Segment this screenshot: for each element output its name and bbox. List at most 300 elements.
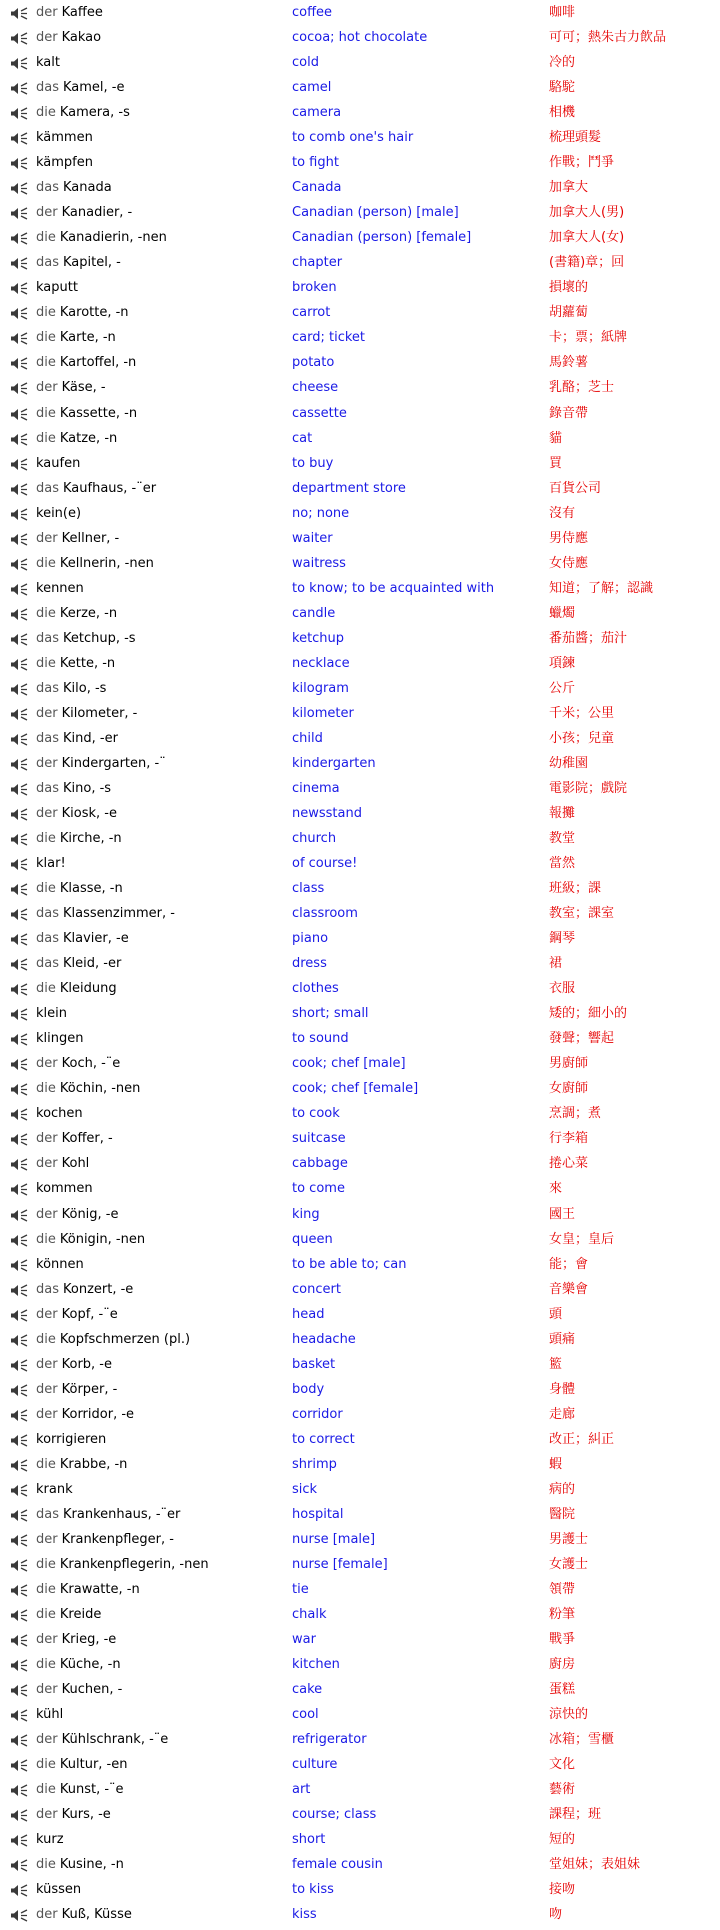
word: korrigieren xyxy=(36,1431,107,1447)
speaker-icon[interactable] xyxy=(10,608,28,621)
chinese-translation: 頭 xyxy=(549,1306,563,1322)
speaker-icon[interactable] xyxy=(10,808,28,821)
vocab-row xyxy=(0,804,720,829)
english-translation: headache xyxy=(292,1331,356,1347)
word: Koch, -¨e xyxy=(61,1056,121,1072)
chinese-translation: 能；會 xyxy=(549,1256,589,1272)
speaker-icon[interactable] xyxy=(10,1784,28,1797)
vocab-row xyxy=(0,1104,720,1129)
speaker-icon[interactable] xyxy=(10,658,28,671)
english-translation: nurse [female] xyxy=(292,1556,388,1572)
speaker-icon[interactable] xyxy=(10,408,28,421)
speaker-icon[interactable] xyxy=(10,433,28,446)
chinese-translation: 錄音帶 xyxy=(549,405,589,421)
word: klingen xyxy=(36,1031,84,1047)
speaker-icon[interactable] xyxy=(10,533,28,546)
german-word xyxy=(36,1705,63,1724)
german-word xyxy=(36,1430,106,1449)
speaker-icon[interactable] xyxy=(10,1209,28,1222)
speaker-icon[interactable] xyxy=(10,1133,28,1146)
chinese-translation: 馬鈴薯 xyxy=(549,355,589,371)
chinese-translation: 課程；班 xyxy=(549,1807,602,1823)
article: die xyxy=(36,1231,56,1247)
chinese-translation: 可可；熱朱古力飲品 xyxy=(549,30,667,46)
speaker-icon[interactable] xyxy=(10,933,28,946)
chinese-translation: 藝術 xyxy=(549,1782,576,1798)
chinese-translation: 裙 xyxy=(549,956,563,972)
article: der xyxy=(36,1406,58,1422)
article: der xyxy=(36,1732,58,1748)
german-word xyxy=(36,704,137,723)
chinese-translation: 知道；了解；認識 xyxy=(549,580,654,596)
word: Ketchup, -s xyxy=(63,630,136,646)
vocab-row xyxy=(0,1405,720,1430)
english-translation: concert xyxy=(292,1281,341,1297)
word: kochen xyxy=(36,1106,83,1122)
speaker-icon[interactable] xyxy=(10,382,28,395)
speaker-icon[interactable] xyxy=(10,82,28,95)
english-translation: cassette xyxy=(292,405,347,421)
chinese-translation: 蛋糕 xyxy=(549,1682,576,1698)
german-word xyxy=(36,253,121,272)
english-translation: department store xyxy=(292,480,406,496)
vocab-row xyxy=(0,178,720,203)
vocab-row xyxy=(0,1455,720,1480)
article: das xyxy=(36,80,59,96)
article: die xyxy=(36,605,56,621)
word: Kellner, - xyxy=(61,530,120,546)
word: Katze, -n xyxy=(59,430,118,446)
german-word xyxy=(36,454,80,473)
article: der xyxy=(36,1156,58,1172)
vocab-row xyxy=(0,1280,720,1305)
speaker-icon[interactable] xyxy=(10,1108,28,1121)
speaker-icon[interactable] xyxy=(10,1359,28,1372)
word: Kapitel, - xyxy=(63,255,121,271)
chinese-translation: 幼稚園 xyxy=(549,755,589,771)
chinese-translation: 女護士 xyxy=(549,1556,589,1572)
chinese-translation: 改正；糾正 xyxy=(549,1431,615,1447)
english-translation: kilogram xyxy=(292,680,349,696)
speaker-icon[interactable] xyxy=(10,307,28,320)
english-translation: church xyxy=(292,831,337,847)
speaker-icon[interactable] xyxy=(10,758,28,771)
speaker-icon[interactable] xyxy=(10,107,28,120)
speaker-icon[interactable] xyxy=(10,958,28,971)
word: Kanadier, - xyxy=(61,205,133,221)
speaker-icon[interactable] xyxy=(10,858,28,871)
speaker-icon[interactable] xyxy=(10,458,28,471)
vocab-row xyxy=(0,729,720,754)
speaker-icon[interactable] xyxy=(10,7,28,20)
article: der xyxy=(36,1056,58,1072)
speaker-icon[interactable] xyxy=(10,1484,28,1497)
word: Krawatte, -n xyxy=(59,1581,140,1597)
english-translation: classroom xyxy=(292,906,358,922)
german-word xyxy=(36,3,103,22)
vocab-row xyxy=(0,1530,720,1555)
german-word xyxy=(36,303,129,322)
speaker-icon[interactable] xyxy=(10,57,28,70)
article: die xyxy=(36,430,56,446)
word: Kino, -s xyxy=(63,780,112,796)
speaker-icon[interactable] xyxy=(10,1158,28,1171)
word: Klassenzimmer, - xyxy=(63,906,175,922)
word: Kleidung xyxy=(59,981,117,997)
speaker-icon[interactable] xyxy=(10,257,28,270)
speaker-icon[interactable] xyxy=(10,1609,28,1622)
vocab-row xyxy=(0,1780,720,1805)
speaker-icon[interactable] xyxy=(10,1008,28,1021)
english-translation: to buy xyxy=(292,455,334,471)
vocab-row xyxy=(0,1029,720,1054)
german-word xyxy=(36,1730,168,1749)
english-translation: Canadian (person) [female] xyxy=(292,230,472,246)
word: Kultur, -en xyxy=(59,1757,128,1773)
speaker-icon[interactable] xyxy=(10,1509,28,1522)
chinese-translation: 沒有 xyxy=(549,505,576,521)
word: Kamel, -e xyxy=(63,80,125,96)
word: Käse, - xyxy=(61,380,106,396)
article: das xyxy=(36,906,59,922)
german-word xyxy=(36,1755,127,1774)
german-word xyxy=(36,1029,83,1048)
german-word xyxy=(36,203,132,222)
chinese-translation: 教堂 xyxy=(549,831,576,847)
speaker-icon[interactable] xyxy=(10,883,28,896)
english-translation: corridor xyxy=(292,1406,343,1422)
article: die xyxy=(36,305,56,321)
article: die xyxy=(36,1081,56,1097)
word: kühl xyxy=(36,1707,64,1723)
word: Krankenhaus, -¨er xyxy=(63,1506,181,1522)
speaker-icon[interactable] xyxy=(10,1709,28,1722)
chinese-translation: 電影院；戲院 xyxy=(549,780,628,796)
article: der xyxy=(36,1907,58,1923)
german-word xyxy=(36,1630,116,1649)
word: klar! xyxy=(36,856,66,872)
german-word xyxy=(36,1580,140,1599)
speaker-icon[interactable] xyxy=(10,1083,28,1096)
vocab-row xyxy=(0,1705,720,1730)
speaker-icon[interactable] xyxy=(10,708,28,721)
word: Konzert, -e xyxy=(63,1281,134,1297)
word: Kette, -n xyxy=(59,655,116,671)
speaker-icon[interactable] xyxy=(10,783,28,796)
article: der xyxy=(36,1306,58,1322)
article: die xyxy=(36,1556,56,1572)
chinese-translation: (書籍)章；回 xyxy=(549,255,625,271)
german-word xyxy=(36,1380,117,1399)
word: kalt xyxy=(36,55,60,71)
chinese-translation: 胡蘿蔔 xyxy=(549,305,589,321)
word: Kusine, -n xyxy=(59,1857,124,1873)
vocab-row xyxy=(0,1480,720,1505)
german-word xyxy=(36,1280,133,1299)
chinese-translation: 身體 xyxy=(549,1381,576,1397)
german-word xyxy=(36,1480,73,1499)
chinese-translation: 番茄醬；茄汁 xyxy=(549,630,628,646)
speaker-icon[interactable] xyxy=(10,908,28,921)
english-translation: cool xyxy=(292,1707,319,1723)
word: Kartoffel, -n xyxy=(59,355,137,371)
german-word xyxy=(36,1154,89,1173)
german-word xyxy=(36,979,117,998)
article: die xyxy=(36,981,56,997)
german-word xyxy=(36,504,81,523)
article: der xyxy=(36,1381,58,1397)
word: kein(e) xyxy=(36,505,82,521)
speaker-icon[interactable] xyxy=(10,583,28,596)
vocab-row xyxy=(0,328,720,353)
speaker-icon[interactable] xyxy=(10,1409,28,1422)
german-word xyxy=(36,1330,190,1349)
english-translation: cheese xyxy=(292,380,339,396)
speaker-icon[interactable] xyxy=(10,1834,28,1847)
speaker-icon[interactable] xyxy=(10,182,28,195)
vocab-row xyxy=(0,1630,720,1655)
article: der xyxy=(36,1682,58,1698)
english-translation: cook; chef [female] xyxy=(292,1081,419,1097)
english-translation: cocoa; hot chocolate xyxy=(292,30,428,46)
english-translation: piano xyxy=(292,931,329,947)
german-word xyxy=(36,854,66,873)
chinese-translation: 貓 xyxy=(549,430,563,446)
chinese-translation: 作戰；鬥爭 xyxy=(549,155,615,171)
chinese-translation: 領帶 xyxy=(549,1581,576,1597)
speaker-icon[interactable] xyxy=(10,1534,28,1547)
vocab-row xyxy=(0,1154,720,1179)
speaker-icon[interactable] xyxy=(10,1459,28,1472)
english-translation: waitress xyxy=(292,555,346,571)
german-word xyxy=(36,28,101,47)
english-translation: camera xyxy=(292,105,342,121)
vocab-row xyxy=(0,1655,720,1680)
word: krank xyxy=(36,1481,73,1497)
article: die xyxy=(36,1657,56,1673)
speaker-icon[interactable] xyxy=(10,983,28,996)
english-translation: short xyxy=(292,1832,326,1848)
english-translation: cat xyxy=(292,430,313,446)
chinese-translation: 戰爭 xyxy=(549,1632,576,1648)
german-word xyxy=(36,1805,111,1824)
german-word xyxy=(36,604,117,623)
speaker-icon[interactable] xyxy=(10,1659,28,1672)
english-translation: to fight xyxy=(292,155,339,171)
speaker-icon[interactable] xyxy=(10,1734,28,1747)
vocab-row xyxy=(0,1830,720,1855)
article: der xyxy=(36,1206,58,1222)
word: Kunst, -¨e xyxy=(59,1782,124,1798)
word: Korridor, -e xyxy=(61,1406,135,1422)
word: Königin, -nen xyxy=(59,1231,146,1247)
german-word xyxy=(36,929,129,948)
chinese-translation: 吻 xyxy=(549,1907,563,1923)
german-word xyxy=(36,1104,83,1123)
vocab-row xyxy=(0,854,720,879)
speaker-icon[interactable] xyxy=(10,357,28,370)
vocab-row xyxy=(0,1330,720,1355)
english-translation: to kiss xyxy=(292,1882,334,1898)
word: Kurs, -e xyxy=(61,1807,111,1823)
german-word xyxy=(36,754,166,773)
vocab-row xyxy=(0,929,720,954)
vocab-row xyxy=(0,228,720,253)
vocab-row xyxy=(0,1580,720,1605)
german-word xyxy=(36,1455,127,1474)
article: der xyxy=(36,5,58,20)
speaker-icon[interactable] xyxy=(10,1384,28,1397)
vocab-row xyxy=(0,53,720,78)
vocab-row xyxy=(0,504,720,529)
english-translation: short; small xyxy=(292,1006,369,1022)
word: Krieg, -e xyxy=(61,1632,117,1648)
english-translation: camel xyxy=(292,80,332,96)
german-word xyxy=(36,1205,119,1224)
german-word xyxy=(36,904,175,923)
chinese-translation: 梳理頭髮 xyxy=(549,130,602,146)
english-translation: candle xyxy=(292,605,336,621)
vocab-row xyxy=(0,429,720,454)
english-translation: no; none xyxy=(292,505,350,521)
speaker-icon[interactable] xyxy=(10,1259,28,1272)
speaker-icon[interactable] xyxy=(10,833,28,846)
article: die xyxy=(36,1857,56,1873)
speaker-icon[interactable] xyxy=(10,1183,28,1196)
speaker-icon[interactable] xyxy=(10,633,28,646)
article: der xyxy=(36,530,58,546)
speaker-icon[interactable] xyxy=(10,1309,28,1322)
german-word xyxy=(36,1305,118,1324)
vocab-row xyxy=(0,1880,720,1905)
speaker-icon[interactable] xyxy=(10,1759,28,1772)
word: Kopfschmerzen (pl.) xyxy=(59,1331,191,1347)
german-word xyxy=(36,954,121,973)
speaker-icon[interactable] xyxy=(10,1284,28,1297)
word: Kühlschrank, -¨e xyxy=(61,1732,169,1748)
speaker-icon[interactable] xyxy=(10,1559,28,1572)
word: Kanada xyxy=(63,180,112,196)
article: der xyxy=(36,1356,58,1372)
speaker-icon[interactable] xyxy=(10,508,28,521)
chinese-translation: 男廚師 xyxy=(549,1056,589,1072)
speaker-icon[interactable] xyxy=(10,1909,28,1922)
speaker-icon[interactable] xyxy=(10,1859,28,1872)
speaker-icon[interactable] xyxy=(10,1334,28,1347)
german-word xyxy=(36,1004,67,1023)
english-translation: course; class xyxy=(292,1807,377,1823)
article: das xyxy=(36,1281,59,1297)
article: die xyxy=(36,1757,56,1773)
word: Korb, -e xyxy=(61,1356,112,1372)
english-translation: clothes xyxy=(292,981,339,997)
speaker-icon[interactable] xyxy=(10,1033,28,1046)
speaker-icon[interactable] xyxy=(10,232,28,245)
speaker-icon[interactable] xyxy=(10,332,28,345)
english-translation: cinema xyxy=(292,780,340,796)
speaker-icon[interactable] xyxy=(10,132,28,145)
vocab-row xyxy=(0,479,720,504)
german-word xyxy=(36,804,117,823)
speaker-icon[interactable] xyxy=(10,1234,28,1247)
article: der xyxy=(36,755,58,771)
speaker-icon[interactable] xyxy=(10,733,28,746)
word: Krabbe, -n xyxy=(59,1456,128,1472)
vocab-row xyxy=(0,1230,720,1255)
chinese-translation: 報攤 xyxy=(549,806,576,821)
word: Krankenpfleger, - xyxy=(61,1531,174,1547)
word: Klasse, -n xyxy=(59,881,123,897)
speaker-icon[interactable] xyxy=(10,1434,28,1447)
chinese-translation: 男侍應 xyxy=(549,530,589,546)
speaker-icon[interactable] xyxy=(10,558,28,571)
speaker-icon[interactable] xyxy=(10,207,28,220)
vocab-row xyxy=(0,1355,720,1380)
speaker-icon[interactable] xyxy=(10,157,28,170)
chinese-translation: 千米；公里 xyxy=(549,705,615,721)
vocab-row xyxy=(0,253,720,278)
english-translation: kilometer xyxy=(292,705,354,721)
german-word xyxy=(36,479,156,498)
chinese-translation: 發聲；響起 xyxy=(549,1031,615,1047)
article: der xyxy=(36,1131,58,1147)
english-translation: culture xyxy=(292,1757,338,1773)
speaker-icon[interactable] xyxy=(10,1809,28,1822)
german-word xyxy=(36,1505,180,1524)
speaker-icon[interactable] xyxy=(10,683,28,696)
speaker-icon[interactable] xyxy=(10,1584,28,1597)
vocab-row xyxy=(0,1129,720,1154)
chinese-translation: 冷的 xyxy=(549,55,576,71)
vocab-row xyxy=(0,954,720,979)
speaker-icon[interactable] xyxy=(10,32,28,45)
german-word xyxy=(36,879,123,898)
english-translation: child xyxy=(292,730,323,746)
word: Karte, -n xyxy=(59,330,116,346)
speaker-icon[interactable] xyxy=(10,282,28,295)
word: Kanadierin, -nen xyxy=(59,230,167,246)
german-word xyxy=(36,729,118,748)
german-word xyxy=(36,404,137,423)
german-word xyxy=(36,1129,113,1148)
article: der xyxy=(36,1531,58,1547)
chinese-translation: 小孩；兒童 xyxy=(549,730,615,746)
english-translation: coffee xyxy=(292,5,333,20)
chinese-translation: 駱駝 xyxy=(549,80,576,96)
word: Kohl xyxy=(61,1156,90,1172)
speaker-icon[interactable] xyxy=(10,483,28,496)
article: die xyxy=(36,831,56,847)
chinese-translation: 捲心菜 xyxy=(549,1156,589,1172)
chinese-translation: 加拿大人(女) xyxy=(549,230,625,246)
article: das xyxy=(36,931,59,947)
article: der xyxy=(36,705,58,721)
speaker-icon[interactable] xyxy=(10,1884,28,1897)
speaker-icon[interactable] xyxy=(10,1634,28,1647)
chinese-translation: 蝦 xyxy=(549,1456,563,1472)
german-word xyxy=(36,1179,93,1198)
speaker-icon[interactable] xyxy=(10,1058,28,1071)
speaker-icon[interactable] xyxy=(10,1684,28,1697)
chinese-translation: 女皇；皇后 xyxy=(549,1231,615,1247)
vocab-row xyxy=(0,679,720,704)
english-translation: kindergarten xyxy=(292,755,376,771)
english-translation: ketchup xyxy=(292,630,345,646)
article: der xyxy=(36,30,58,46)
vocab-row xyxy=(0,103,720,128)
chinese-translation: 病的 xyxy=(549,1481,576,1497)
german-word xyxy=(36,779,111,798)
